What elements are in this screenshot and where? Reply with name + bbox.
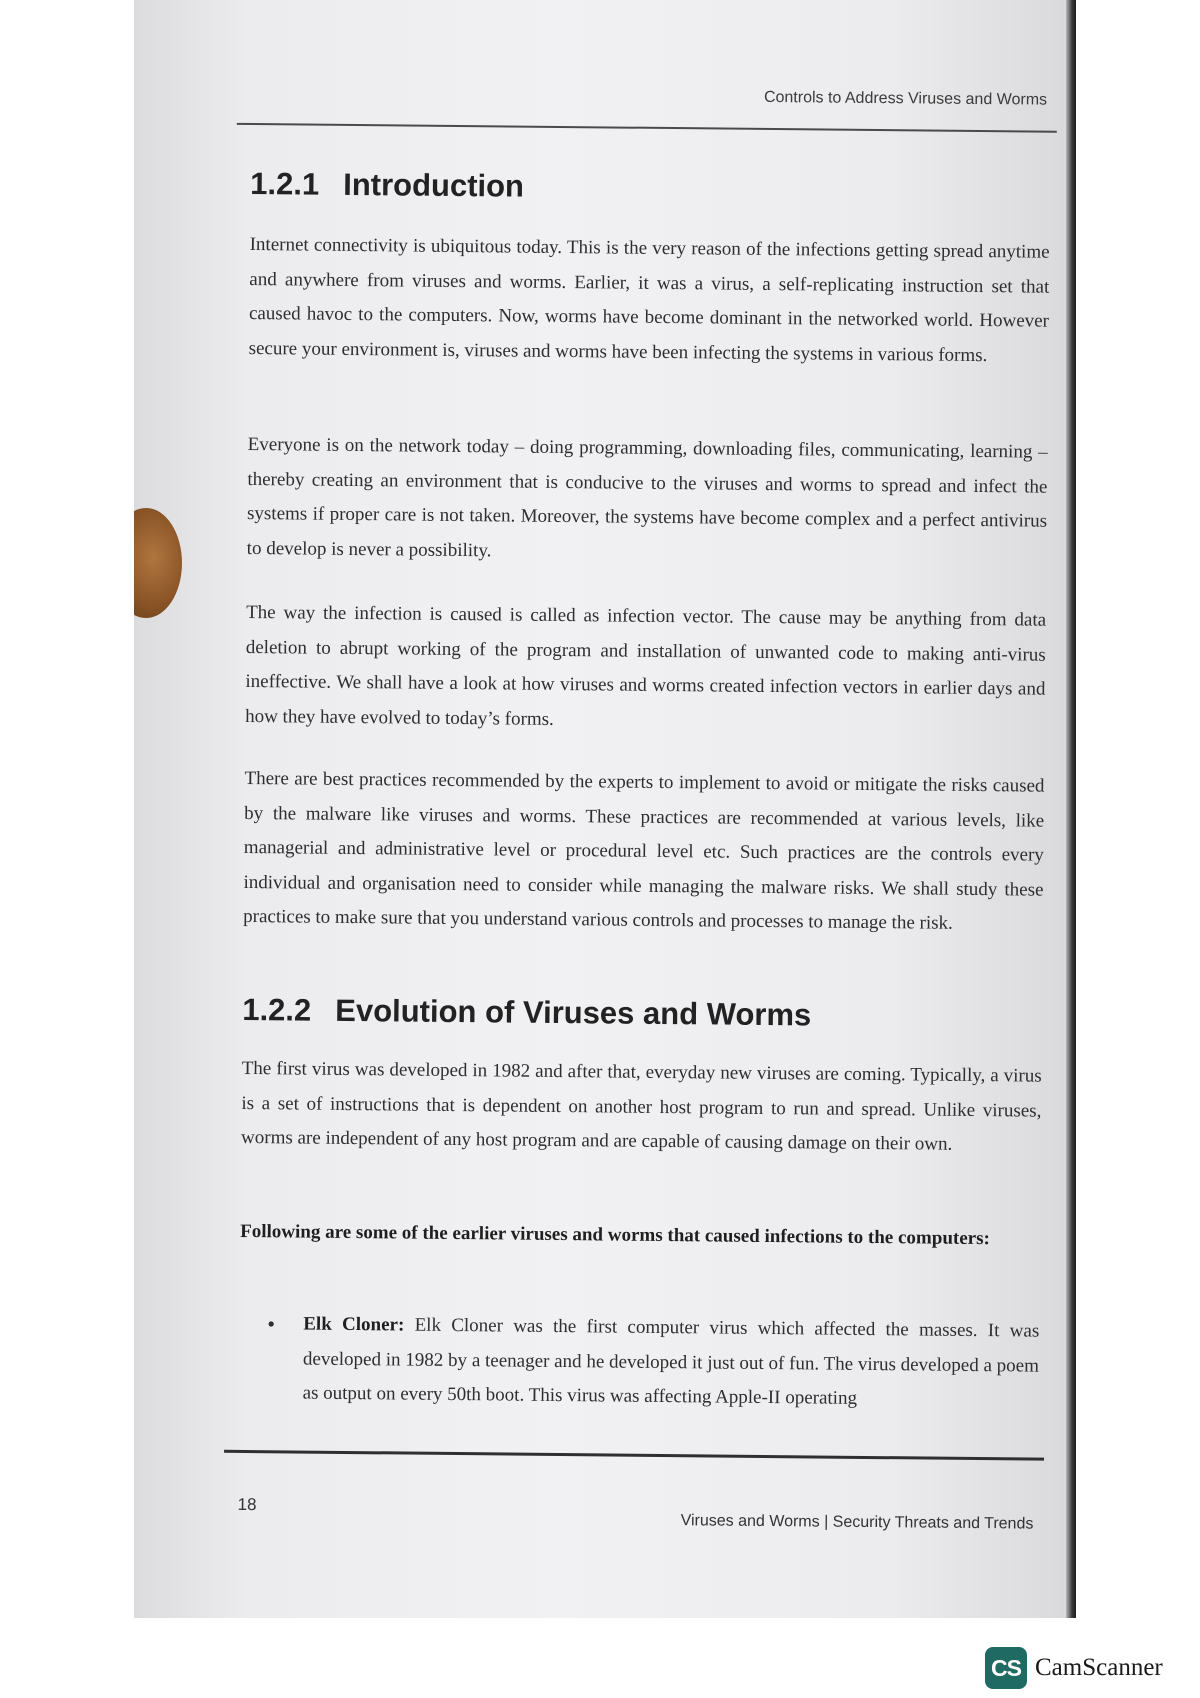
paragraph: Everyone is on the network today – doing programming, downloading files, communicating, learning – thereby creating an environment that is conducive to the viruses and worms to spread and infect the systems if proper care is not taken. Moreover, the systems have become complex and a perfect antivirus to develop is never a possibility. [246,433,1048,561]
camscanner-watermark [985,1646,1163,1690]
bullet-text: Elk Cloner was the first computer virus which affected the masses. It was developed in 1982 by a teenager and he developed it just out of fun. The virus developed a poem as output on every 50th boot. This virus was affecting Apple-II operating [302,1314,1040,1409]
photographed-page [134,0,1076,1618]
book-page [236,0,1059,1618]
section-title: Evolution of Viruses and Worms [335,992,812,1033]
section-heading-evolution [242,992,811,1033]
paragraph: There are best practices recommended by the experts to implement to avoid or mitigate the risks caused by the malware like viruses and worms. These practices are recommended at various levels, like managerial and administrative level or procedural level etc. Such practices are the controls every individual and organisation need to consider while managing the malware risks. We shall study these practices to make sure that you understand various controls and processes to manage the risk. [243,767,1045,934]
paragraph: Internet connectivity is ubiquitous today. This is the very reason of the infections getting spread anytime and anywhere from viruses and worms. Earlier, it was a virus, a self-replicating instruction set that caused havoc to the computers. Now, worms have become dominant in the networked world. However secure your environment is, viruses and worms have been infecting the systems in various forms. [248,233,1050,366]
section-heading-introduction [250,166,524,205]
page-edge-shadow [1066,0,1076,1618]
running-head: Controls to Address Viruses and Worms [763,88,1048,109]
bold-lead-paragraph: Following are some of the earlier viruses and worms that caused infections to the computers: [240,1220,990,1250]
section-title: Introduction [343,166,525,204]
header-rule [237,123,1057,133]
section-number: 1.2.2 [242,991,312,1028]
camscanner-logo-icon: CS [985,1647,1027,1689]
footer-title: Viruses and Worms | Security Threats and Trends [680,1512,1034,1533]
list-item [238,1307,1039,1418]
footer-rule [224,1450,1044,1461]
bullet-term: Elk Cloner: [303,1313,405,1336]
bullet-list [238,1307,1039,1418]
paragraph: The way the infection is caused is called as infection vector. The cause may be anything from data deletion to abrupt working of the program and installation of unwanted code to making anti-virus ineffective. We shall have a look at how viruses and worms created infection vectors in earlier days and how they have evolved to today’s forms. [245,601,1047,730]
finger-shadow [134,508,182,618]
paragraph: The first virus was developed in 1982 and after that, everyday new viruses are coming. Typically, a virus is a set of instructions that is dependent on another host program to run and spread. Unlike viruses, worms are independent of any host program and are capable of causing damage on their own. [240,1057,1042,1155]
camscanner-name: CamScanner [1035,1654,1163,1681]
section-number: 1.2.1 [250,165,320,202]
bullet-icon: • [267,1311,276,1337]
page-number: 18 [237,1494,257,1515]
